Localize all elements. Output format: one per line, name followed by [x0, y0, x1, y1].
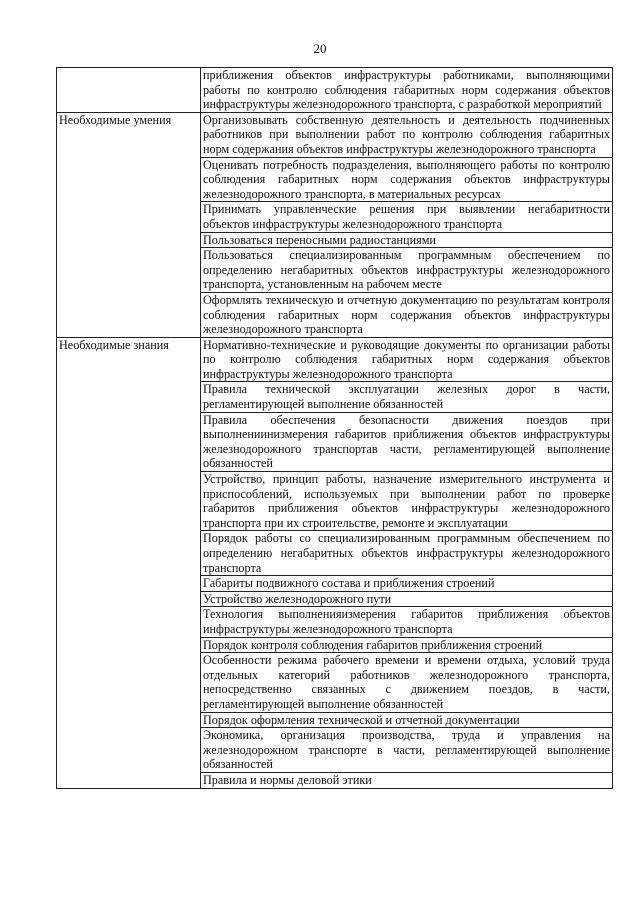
- table-body: [57, 68, 613, 789]
- table-row: [57, 337, 613, 382]
- requirement-item: Пользоваться переносными радиостанциями: [201, 232, 613, 248]
- section-label: Необходимые знания: [57, 337, 201, 788]
- requirement-item: Устройство, принцип работы, назначение измерительного инструмента и приспособлений, используемых при выполнении работ по проверке габаритов приближения объектов инфраструктуры железнодорожного транспорта при их строительстве, ремонте и эксплуатации: [201, 472, 613, 531]
- requirement-item: Правила обеспечения безопасности движения поездов при выполнениинизмерения габаритов приближения объектов инфраструктуры железнодорожного транспортав части, регламентирующей выполнение обязанностей: [201, 412, 613, 471]
- requirement-item: Порядок контроля соблюдения габаритов приближения строений: [201, 637, 613, 653]
- requirement-item: приближения объектов инфраструктуры работниками, выполняющими работы по контролю соблюдения габаритных норм содержания объектов инфраструктуры железнодорожного транспорта, с разработкой мероприятий: [201, 68, 613, 113]
- requirement-item: Порядок работы со специализированным программным обеспечением по определению негабаритных объектов инфраструктуры железнодорожного транспорта: [201, 531, 613, 576]
- requirement-item: Технология выполненияизмерения габаритов приближения объектов инфраструктуры железнодорожного транспорта: [201, 607, 613, 637]
- requirement-item: Нормативно-технические и руководящие документы по организации работы по контролю соблюдения габаритных норм содержания объектов инфраструктуры железнодорожного транспорта: [201, 337, 613, 382]
- requirement-item: Порядок оформления технической и отчетной документации: [201, 712, 613, 728]
- requirement-item: Особенности режима рабочего времени и времени отдыха, условий труда отдельных категорий работников железнодорожного транспорта, непосредственно связанных с движением поездов, в части, регламентирующей выполнение обязанностей: [201, 653, 613, 712]
- requirement-item: Принимать управленческие решения при выявлении негабаритности объектов инфраструктуры железнодорожного транспорта: [201, 202, 613, 232]
- table-row: [57, 112, 613, 157]
- requirement-item: Пользоваться специализированным программным обеспечением по определению негабаритных объектов инфраструктуры железнодорожного транспорта, установленным на рабочем месте: [201, 248, 613, 293]
- section-label: Необходимые умения: [57, 112, 201, 337]
- requirement-item: Оценивать потребность подразделения, выполняющего работы по контролю соблюдения габаритных норм содержания объектов инфраструктуры железнодорожного транспорта, в материальных ресурсах: [201, 157, 613, 202]
- requirement-item: Габариты подвижного состава и приближения строений: [201, 576, 613, 592]
- table-row: [57, 68, 613, 113]
- requirement-item: Организовывать собственную деятельность и деятельность подчиненных работников при выполнении работ по контролю соблюдения габаритных норм содержания объектов инфраструктуры железнодорожного транспорта: [201, 112, 613, 157]
- page-number: 20: [313, 41, 327, 56]
- requirement-item: Правила технической эксплуатации железных дорог в части, регламентирующей выполнение обязанностей: [201, 382, 613, 412]
- requirement-item: Оформлять техническую и отчетную документацию по результатам контроля соблюдения габаритных норм содержания объектов инфраструктуры железнодорожного транспорта: [201, 292, 613, 337]
- requirement-item: Устройство железнодорожного пути: [201, 591, 613, 607]
- requirement-item: Правила и нормы деловой этики: [201, 772, 613, 788]
- section-label: [57, 68, 201, 113]
- requirement-item: Экономика, организация производства, труда и управления на железнодорожном транспорте в части, регламентирующей выполнение обязанностей: [201, 728, 613, 773]
- requirements-table: [56, 67, 613, 789]
